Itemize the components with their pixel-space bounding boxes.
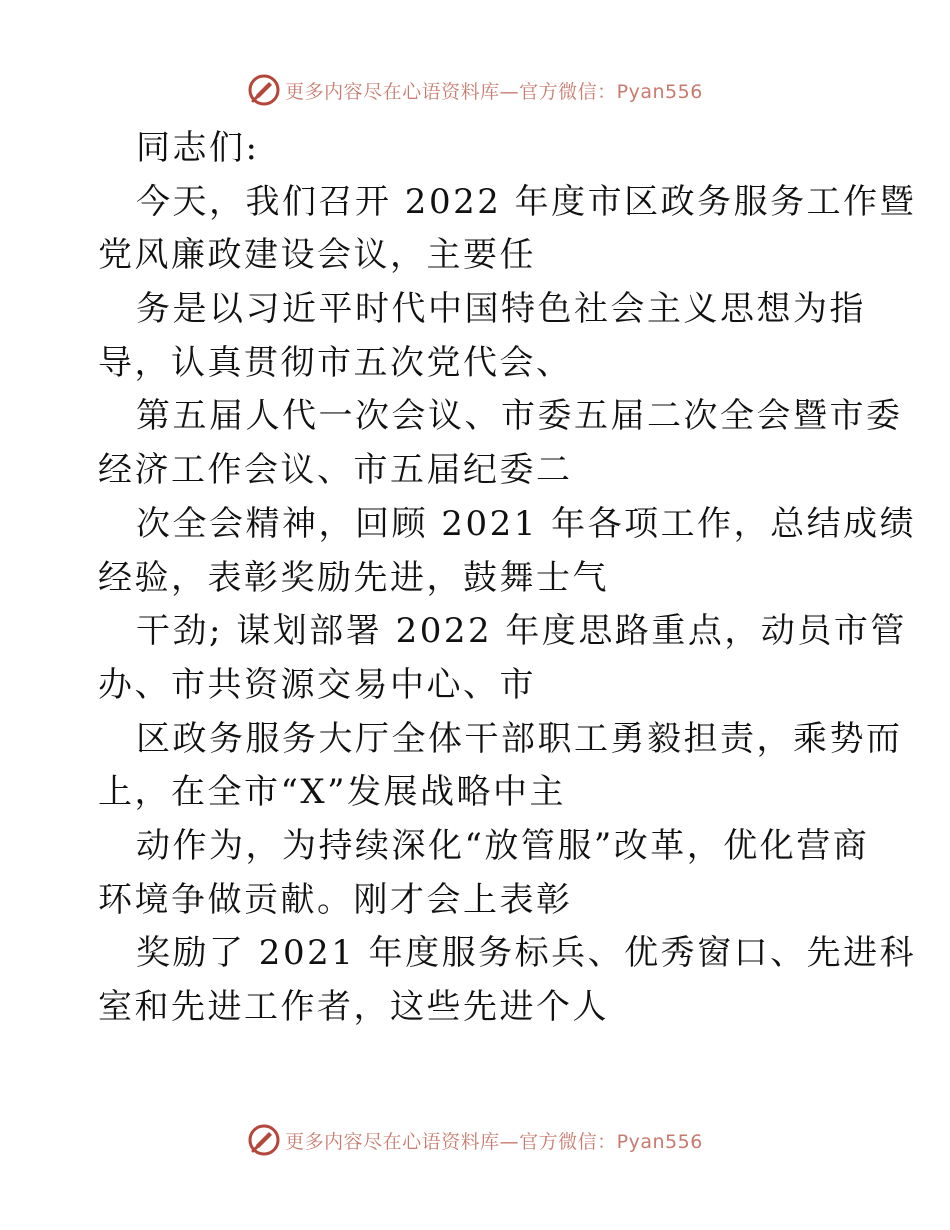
text-line: 党风廉政建设会议，主要任 [98, 235, 536, 276]
text-line: 务是以习近平时代中国特色社会主义思想为指 [136, 289, 866, 330]
document-body [98, 122, 917, 1035]
text-line: 今天，我们召开 2022 年度市区政务服务工作暨 [136, 181, 917, 222]
text-line: 动作为，为持续深化“放管服”改革，优化营商 [136, 825, 870, 866]
text-line: 次全会精神，回顾 2021 年各项工作，总结成绩 [136, 503, 917, 544]
watermark-text: 更多内容尽在心语资料库—官方微信：Pyan556 [285, 80, 703, 103]
text-line: 奖励了 2021 年度服务标兵、优秀窗口、先进科 [136, 933, 917, 974]
watermark-text: 更多内容尽在心语资料库—官方微信：Pyan556 [285, 1130, 703, 1153]
text-line: 环境争做贡献。刚才会上表彰 [98, 879, 573, 920]
text-line: 导，认真贯彻市五次党代会、 [98, 342, 573, 383]
text-line: 干劲; 谋划部署 2022 年度思路重点，动员市管 [136, 611, 907, 652]
logo-icon [247, 1123, 281, 1157]
text-line: 办、市共资源交易中心、市 [98, 664, 536, 705]
text-line: 同志们: [136, 128, 260, 168]
text-line: 上，在全市“X”发展战略中主 [98, 772, 566, 813]
text-line: 经济工作会议、市五届纪委二 [98, 450, 573, 491]
logo-icon [247, 73, 281, 107]
text-line: 第五届人代一次会议、市委五届二次全会暨市委 [136, 396, 903, 437]
text-line: 室和先进工作者，这些先进个人 [98, 987, 609, 1027]
watermark-footer [0, 1120, 950, 1160]
text-line: 经验，表彰奖励先进，鼓舞士气 [98, 557, 609, 598]
watermark-header [0, 70, 950, 110]
text-line: 区政务服务大厅全体干部职工勇毅担责，乘势而 [136, 718, 903, 759]
